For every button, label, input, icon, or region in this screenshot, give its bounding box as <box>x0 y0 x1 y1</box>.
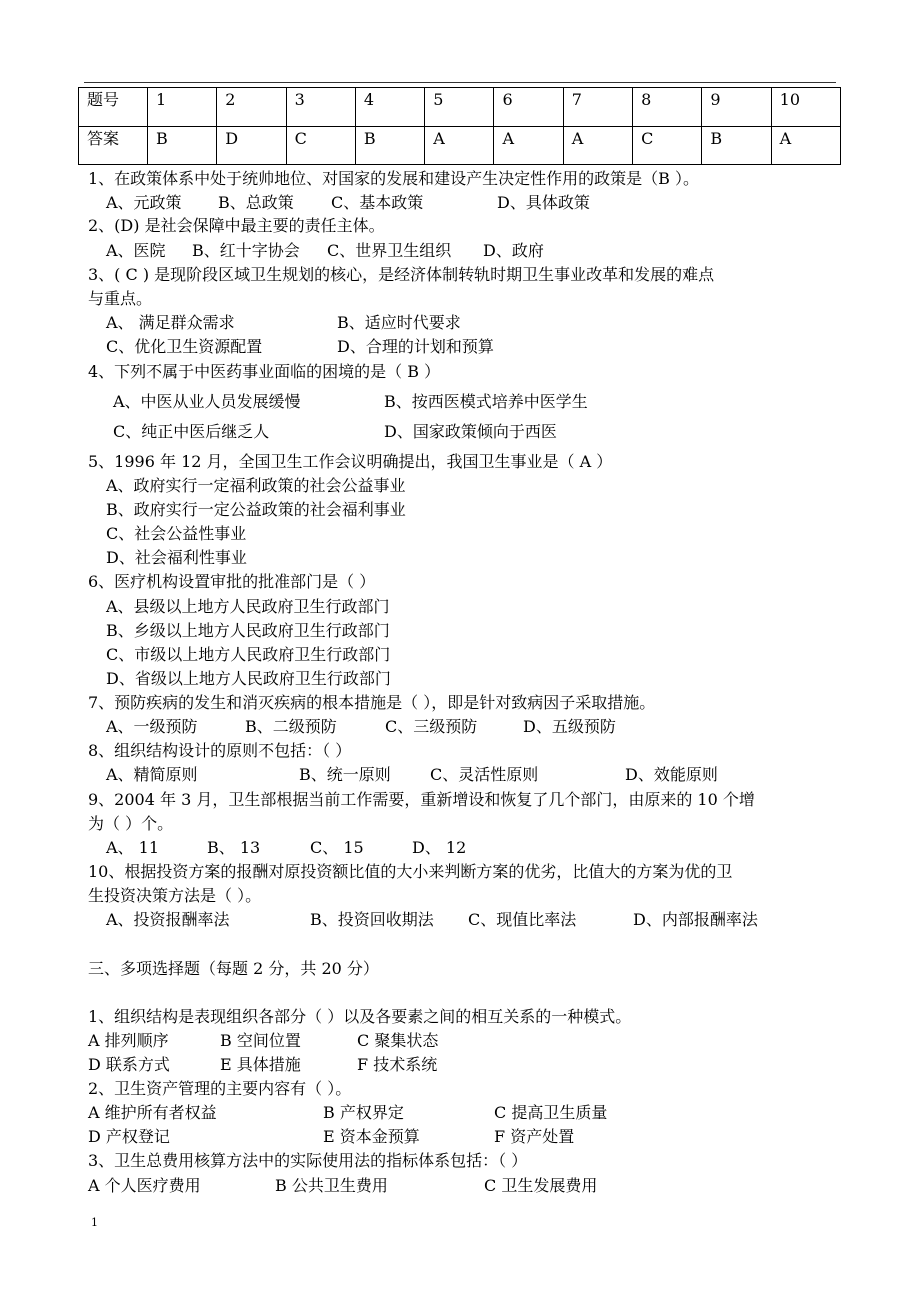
answer-table-row-answers <box>79 126 841 165</box>
question-10: 10、根据投资方案的报酬对原投资额比值的大小来判断方案的优劣，比值大的方案为优的卫 <box>88 862 733 881</box>
option: D、社会福利性事业 <box>106 548 247 567</box>
table-cell: 9 <box>702 88 771 127</box>
question-4: 4、下列不属于中医药事业面临的困境的是（ B ） <box>88 362 441 381</box>
option: A、 满足群众需求 <box>106 313 235 332</box>
option: B、二级预防 <box>245 717 337 736</box>
option: B、统一原则 <box>299 765 391 784</box>
option: E 具体措施 <box>220 1055 301 1074</box>
option: B、乡级以上地方人民政府卫生行政部门 <box>106 621 390 640</box>
table-cell: 2 <box>217 88 286 127</box>
option: A 个人医疗费用 <box>88 1176 201 1195</box>
option: D、国家政策倾向于西医 <box>384 422 557 441</box>
option: B、按西医模式培养中医学生 <box>384 392 588 411</box>
table-cell: 8 <box>633 88 702 127</box>
option: B 公共卫生费用 <box>275 1176 388 1195</box>
answer-table <box>78 87 841 165</box>
table-cell: A <box>771 126 840 165</box>
option: B、政府实行一定公益政策的社会福利事业 <box>106 500 406 519</box>
table-cell: B <box>148 126 217 165</box>
option: B、总政策 <box>218 193 294 212</box>
question-10-cont: 生投资决策方法是（ ）。 <box>88 886 262 905</box>
option: A、精简原则 <box>106 765 198 784</box>
table-cell: A <box>494 126 563 165</box>
option: D、省级以上地方人民政府卫生行政部门 <box>106 669 391 688</box>
option: C、 15 <box>310 838 364 857</box>
option: C、纯正中医后继乏人 <box>113 422 270 441</box>
option: D、五级预防 <box>523 717 616 736</box>
option: E 资本金预算 <box>323 1127 420 1146</box>
option: D、合理的计划和预算 <box>337 337 494 356</box>
option: B 空间位置 <box>220 1031 301 1050</box>
section-title: 三、多项选择题（每题 2 分，共 20 分） <box>88 959 379 978</box>
table-cell: 题号 <box>79 88 148 127</box>
table-cell: 10 <box>771 88 840 127</box>
question-8: 8、组织结构设计的原则不包括：（ ） <box>88 741 352 760</box>
table-cell: C <box>633 126 702 165</box>
table-cell: C <box>286 126 355 165</box>
option: B、投资回收期法 <box>310 910 434 929</box>
option: A、元政策 <box>106 193 182 212</box>
option: C 聚集状态 <box>357 1031 439 1050</box>
table-cell: B <box>355 126 424 165</box>
question-9-cont: 为（ ）个。 <box>88 814 174 833</box>
table-cell: D <box>217 126 286 165</box>
option: C、灵活性原则 <box>430 765 539 784</box>
option: A 排列顺序 <box>88 1031 169 1050</box>
table-cell: 3 <box>286 88 355 127</box>
multi-question-3: 3、卫生总费用核算方法中的实际使用法的指标体系包括：（ ） <box>88 1151 528 1170</box>
option: B 产权界定 <box>323 1103 404 1122</box>
option: C、基本政策 <box>331 193 424 212</box>
option: D、效能原则 <box>625 765 718 784</box>
option: A、政府实行一定福利政策的社会公益事业 <box>106 476 406 495</box>
option: A、一级预防 <box>106 717 198 736</box>
option: C 卫生发展费用 <box>484 1176 598 1195</box>
multi-question-1: 1、组织结构是表现组织各部分（ ）以及各要素之间的相互关系的一种模式。 <box>88 1007 632 1026</box>
option: B、适应时代要求 <box>337 313 461 332</box>
option: B、红十字协会 <box>192 241 300 260</box>
question-7: 7、预防疾病的发生和消灭疾病的根本措施是（ ），即是针对致病因子采取措施。 <box>88 693 656 712</box>
option: A、医院 <box>106 241 166 260</box>
question-2: 2、(D) 是社会保障中最主要的责任主体。 <box>88 216 385 235</box>
table-cell: 6 <box>494 88 563 127</box>
option: D、具体政策 <box>497 193 590 212</box>
table-cell: A <box>563 126 632 165</box>
option: C、市级以上地方人民政府卫生行政部门 <box>106 645 391 664</box>
table-cell: 答案 <box>79 126 148 165</box>
option: C、优化卫生资源配置 <box>106 337 263 356</box>
table-cell: 4 <box>355 88 424 127</box>
option: F 技术系统 <box>357 1055 438 1074</box>
option: D、 12 <box>412 838 467 857</box>
question-3-cont: 与重点。 <box>88 289 153 308</box>
option: D 联系方式 <box>88 1055 170 1074</box>
option: F 资产处置 <box>494 1127 575 1146</box>
question-9: 9、2004 年 3 月，卫生部根据当前工作需要，重新增设和恢复了几个部门，由原来的 10 个增 <box>88 790 755 809</box>
option: C、现值比率法 <box>468 910 577 929</box>
option: A、县级以上地方人民政府卫生行政部门 <box>106 597 390 616</box>
question-6: 6、医疗机构设置审批的批准部门是（ ） <box>88 572 376 591</box>
option: D、内部报酬率法 <box>633 910 758 929</box>
option: D、政府 <box>483 241 544 260</box>
table-cell: 1 <box>148 88 217 127</box>
option: A、投资报酬率法 <box>106 910 230 929</box>
multi-question-2: 2、卫生资产管理的主要内容有（ ）。 <box>88 1079 352 1098</box>
table-cell: B <box>702 126 771 165</box>
question-1: 1、在政策体系中处于统帅地位、对国家的发展和建设产生决定性作用的政策是（B ）。 <box>88 169 700 188</box>
option: D 产权登记 <box>88 1127 170 1146</box>
option: C、世界卫生组织 <box>327 241 452 260</box>
table-cell: 5 <box>425 88 494 127</box>
option: C 提高卫生质量 <box>494 1103 608 1122</box>
question-5: 5、1996 年 12 月，全国卫生工作会议明确提出，我国卫生事业是（ A ） <box>88 452 613 471</box>
page-number: 1 <box>91 1216 98 1229</box>
option: A、 11 <box>106 838 160 857</box>
table-cell: 7 <box>563 88 632 127</box>
answer-table-row-numbers <box>79 88 841 127</box>
option: A、中医从业人员发展缓慢 <box>113 392 301 411</box>
option: A 维护所有者权益 <box>88 1103 217 1122</box>
question-3: 3、( C ) 是现阶段区域卫生规划的核心，是经济体制转轨时期卫生事业改革和发展的难点 <box>88 265 715 284</box>
table-cell: A <box>425 126 494 165</box>
option: B、 13 <box>207 838 261 857</box>
option: C、社会公益性事业 <box>106 524 247 543</box>
option: C、三级预防 <box>385 717 478 736</box>
header-rule <box>84 82 836 83</box>
